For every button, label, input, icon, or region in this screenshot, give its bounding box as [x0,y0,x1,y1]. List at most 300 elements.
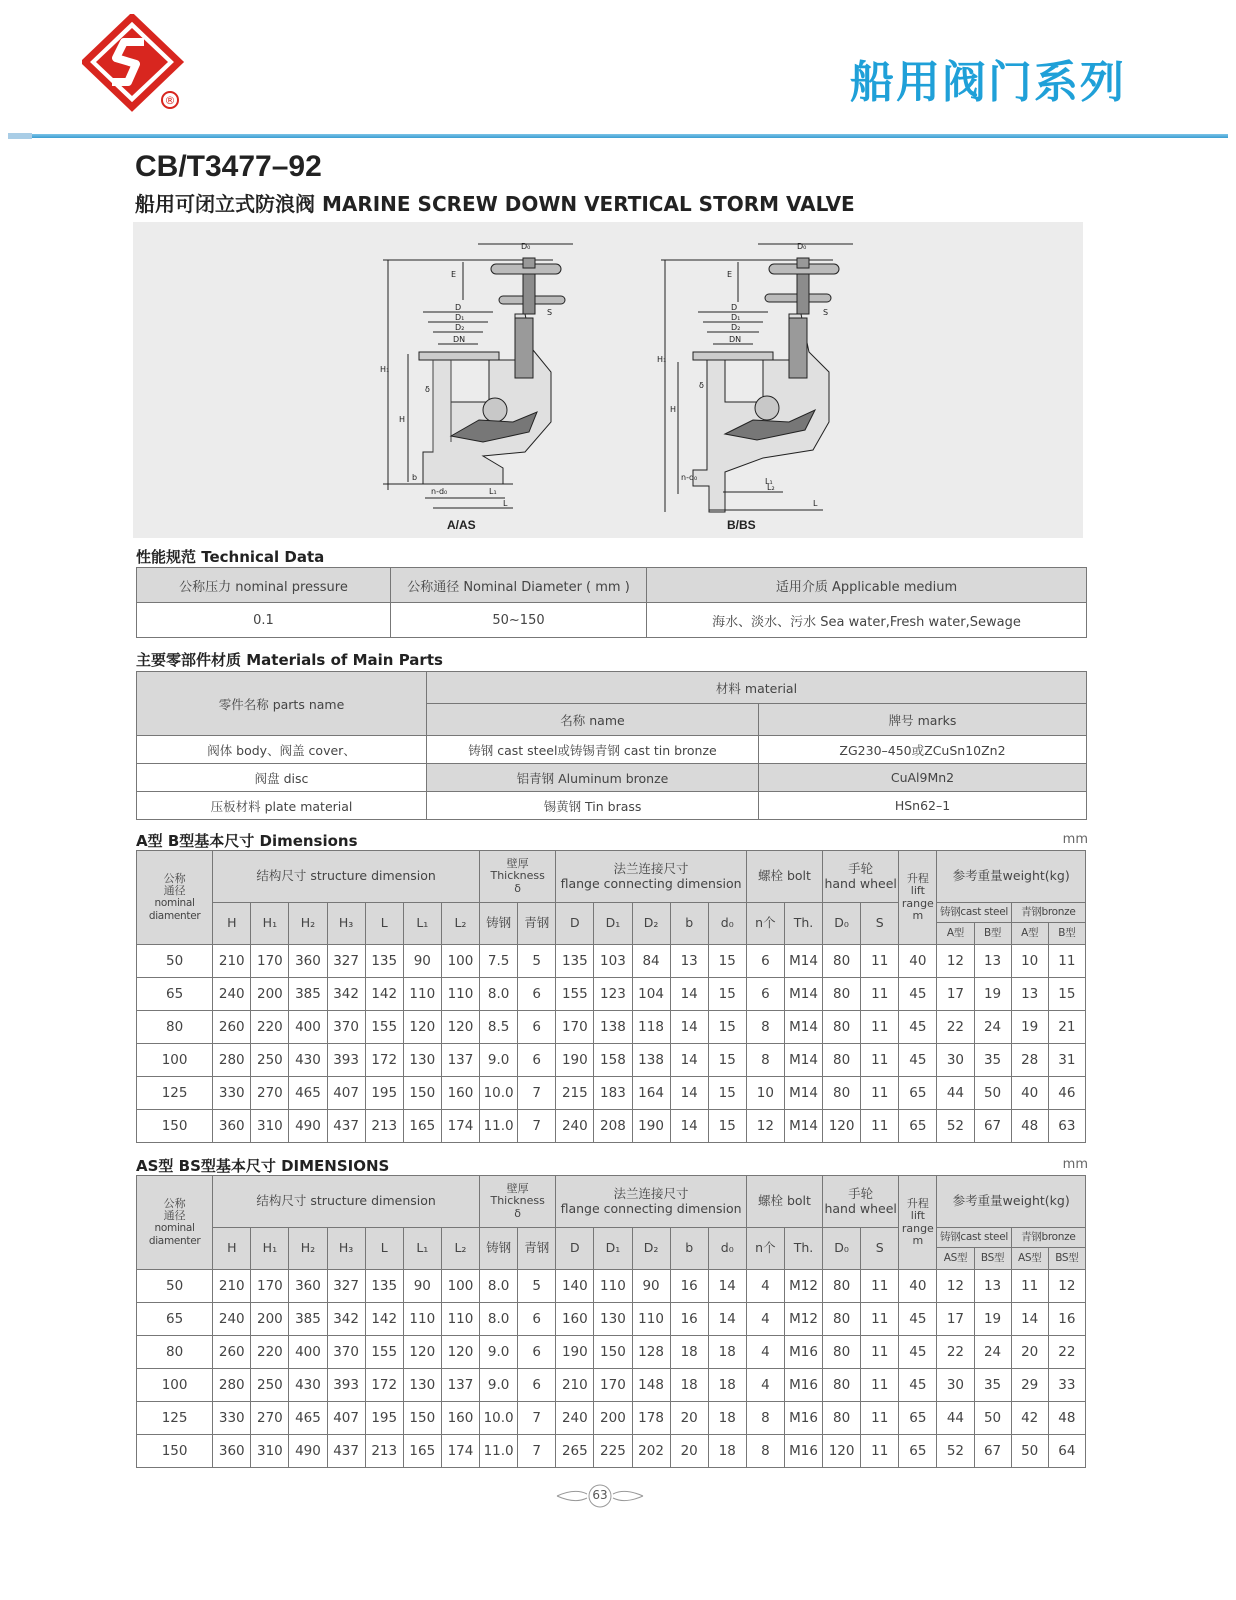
table-cell: 437 [327,1435,365,1468]
table-cell: 11 [861,1435,899,1468]
table-cell: 8.0 [480,1270,518,1303]
figure-caption-b: B/BS [727,518,756,532]
product-title: 船用可闭立式防浪阀 MARINE SCREW DOWN VERTICAL STORM VALVE [135,192,855,216]
table-cell: 327 [327,945,365,978]
label-h-b: H [670,405,677,414]
table-cell: 342 [327,978,365,1011]
label-dn-b: DN [729,335,742,344]
table-cell: 120 [403,1336,441,1369]
table-cell: 80 [823,1077,861,1110]
label-nd0-b: n-d₀ [681,473,698,482]
table-cell: 16 [1048,1303,1085,1336]
table-row [137,978,1086,1011]
table-cell: 210 [213,945,251,978]
table-cell: 45 [899,1369,937,1402]
hdr-col: D₂ [632,1228,670,1270]
table-cell: 190 [632,1110,670,1143]
table-cell: 6 [518,1044,556,1077]
table-cell: 80 [137,1336,213,1369]
table-cell: 4 [746,1369,784,1402]
label-d-a: D [455,303,462,312]
table-cell: 128 [632,1336,670,1369]
table-cell: 45 [899,978,937,1011]
table-cell: 11 [861,1044,899,1077]
table-cell: 125 [137,1402,213,1435]
table-cell: 155 [365,1336,403,1369]
table-cell: 327 [327,1270,365,1303]
table-cell: 80 [823,978,861,1011]
table-cell: 90 [403,1270,441,1303]
table-cell: 14 [670,1011,708,1044]
table-cell: 150 [403,1077,441,1110]
table-cell: 8 [746,1011,784,1044]
hdr-cast-steel: 铸钢cast steel [937,1228,1011,1248]
hdr-col: 铸钢 [480,903,518,945]
table-cell: M16 [784,1336,822,1369]
table-cell: 20 [670,1402,708,1435]
table-cell: 22 [937,1011,974,1044]
table-cell: 31 [1048,1044,1085,1077]
tech-header-pressure: 公称压力 nominal pressure [137,568,391,603]
materials-header-name: 名称 name [427,704,759,736]
table-cell: 240 [213,1303,251,1336]
hdr-flange: 法兰连接尺寸 flange connecting dimension [556,851,747,903]
table-cell: M16 [784,1402,822,1435]
label-d2-b: D₂ [731,323,741,332]
table-cell: 40 [1011,1077,1048,1110]
hdr-col: D₁ [594,903,632,945]
table-cell: 90 [632,1270,670,1303]
table-cell: 11 [861,1336,899,1369]
hdr-bronze: 青钢bronze [1011,1228,1085,1248]
tech-value-medium: 海水、淡水、污水 Sea water,Fresh water,Sewage [647,603,1087,638]
table-cell: 80 [823,1336,861,1369]
table-cell: 110 [594,1270,632,1303]
table-cell: 11 [861,1369,899,1402]
table-cell: M14 [784,1011,822,1044]
table-cell: 40 [899,945,937,978]
table-cell: M14 [784,1044,822,1077]
hdr-col: L₂ [441,903,479,945]
hdr-nominal: 公称 通径 nominal diamenter [137,851,213,945]
table-cell: 15 [708,1110,746,1143]
table-cell: 24 [974,1011,1011,1044]
material-name: 铝青钢 Aluminum bronze [427,764,759,792]
hdr-col: H₁ [251,1228,289,1270]
table-cell: 11 [861,1402,899,1435]
table-cell: 5 [518,1270,556,1303]
table-cell: 45 [899,1336,937,1369]
table-cell: 250 [251,1044,289,1077]
label-l2-b: L₂ [767,483,775,492]
table-cell: 155 [556,978,594,1011]
table-cell: 138 [632,1044,670,1077]
hdr-col: L₂ [441,1228,479,1270]
hdr-structure: 结构尺寸 structure dimension [213,1176,480,1228]
table-cell: 11 [861,1077,899,1110]
hdr-col: d₀ [708,1228,746,1270]
table-cell: 130 [403,1044,441,1077]
table-cell: 280 [213,1044,251,1077]
table-cell: 50 [1011,1435,1048,1468]
label-d2-a: D₂ [455,323,465,332]
table-cell: 400 [289,1011,327,1044]
table-cell: 195 [365,1077,403,1110]
table-cell: 6 [518,978,556,1011]
materials-table [136,671,1087,820]
label-d-b: D [731,303,738,312]
table-cell: 48 [1048,1402,1085,1435]
table-cell: 65 [137,978,213,1011]
table-cell: 30 [937,1369,974,1402]
table-cell: 110 [441,978,479,1011]
table-row [137,945,1086,978]
hdr-col: L₁ [403,903,441,945]
table-cell: 250 [251,1369,289,1402]
table-cell: 40 [899,1270,937,1303]
table-cell: 9.0 [480,1369,518,1402]
table-cell: 183 [594,1077,632,1110]
label-e-b: E [727,270,733,279]
table-cell: 150 [594,1336,632,1369]
table-cell: 35 [974,1369,1011,1402]
table-cell: 142 [365,1303,403,1336]
table-cell: M12 [784,1303,822,1336]
table-cell: 45 [899,1044,937,1077]
hdr-col: D₀ [823,1228,861,1270]
material-part: 阀体 body、阀盖 cover、 [137,736,427,764]
table-cell: 11 [861,1011,899,1044]
table-cell: 65 [137,1303,213,1336]
table-cell: 80 [823,1369,861,1402]
page-number [555,1484,645,1508]
tech-value-pressure: 0.1 [137,603,391,638]
material-name: 铸钢 cast steel或铸锡青钢 cast tin bronze [427,736,759,764]
table-row [137,1110,1086,1143]
table-cell: 265 [556,1435,594,1468]
hdr-weight-type: B型 [1048,923,1085,945]
table-cell: M14 [784,1077,822,1110]
hdr-flange: 法兰连接尺寸 flange connecting dimension [556,1176,747,1228]
table-cell: 385 [289,1303,327,1336]
table-cell: 80 [823,1402,861,1435]
table-cell: 150 [137,1110,213,1143]
table-cell: 24 [974,1336,1011,1369]
figure-caption-a: A/AS [447,518,476,532]
hdr-weight-type: BS型 [974,1248,1011,1270]
table-cell: 11 [861,1303,899,1336]
svg-text:®: ® [164,94,176,107]
label-e-a: E [451,270,457,279]
table-cell: 225 [594,1435,632,1468]
table-cell: 6 [518,1369,556,1402]
table-cell: 80 [823,1303,861,1336]
table-cell: 19 [1011,1011,1048,1044]
table-cell: 80 [137,1011,213,1044]
table-cell: 18 [708,1336,746,1369]
hdr-weight-type: B型 [974,923,1011,945]
table-cell: 120 [441,1011,479,1044]
table-cell: 20 [670,1435,708,1468]
material-marks: HSn62–1 [759,792,1087,820]
table-cell: 393 [327,1044,365,1077]
table-cell: 15 [708,1011,746,1044]
table-cell: 123 [594,978,632,1011]
table-cell: 11 [861,978,899,1011]
table-cell: 215 [556,1077,594,1110]
table-cell: 120 [441,1336,479,1369]
table-row [137,1369,1086,1402]
table-cell: 100 [137,1369,213,1402]
hdr-bolt: 螺栓 bolt [746,1176,822,1228]
table-cell: 270 [251,1402,289,1435]
hdr-col: D₀ [823,903,861,945]
table-cell: 342 [327,1303,365,1336]
table-cell: 67 [974,1435,1011,1468]
table-cell: 170 [594,1369,632,1402]
table-cell: 370 [327,1336,365,1369]
tech-header-diameter: 公称通径 Nominal Diameter ( mm ) [391,568,647,603]
table-cell: 208 [594,1110,632,1143]
table-cell: 160 [441,1077,479,1110]
hdr-structure: 结构尺寸 structure dimension [213,851,480,903]
table-cell: 160 [441,1402,479,1435]
table-cell: 164 [632,1077,670,1110]
table-row [137,1402,1086,1435]
header-divider [8,134,1228,138]
table-cell: M14 [784,978,822,1011]
table-cell: 18 [670,1369,708,1402]
table-cell: 15 [708,1077,746,1110]
hdr-col: H₂ [289,903,327,945]
table-cell: 150 [403,1402,441,1435]
table-cell: 6 [518,1336,556,1369]
dims-asbs-table [136,1175,1086,1468]
material-part: 阀盘 disc [137,764,427,792]
table-cell: 10.0 [480,1402,518,1435]
table-cell: 45 [899,1303,937,1336]
table-cell: M16 [784,1369,822,1402]
hdr-col: L₁ [403,1228,441,1270]
table-cell: 120 [823,1110,861,1143]
hdr-col: L [365,903,403,945]
table-cell: 65 [899,1435,937,1468]
table-cell: 407 [327,1077,365,1110]
table-cell: 165 [403,1110,441,1143]
table-cell: 170 [251,1270,289,1303]
table-cell: 360 [213,1110,251,1143]
table-cell: 490 [289,1435,327,1468]
table-cell: 13 [1011,978,1048,1011]
table-cell: 220 [251,1011,289,1044]
table-cell: 44 [937,1077,974,1110]
hdr-col: S [861,1228,899,1270]
hdr-col: H [213,1228,251,1270]
table-cell: M14 [784,945,822,978]
table-row [137,1270,1086,1303]
hdr-col: Th. [784,903,822,945]
label-d1-b: D₁ [731,313,741,322]
table-cell: 14 [1011,1303,1048,1336]
table-cell: 110 [441,1303,479,1336]
material-marks: ZG230–450或ZCuSn10Zn2 [759,736,1087,764]
label-s-a: S [547,308,553,317]
table-cell: 174 [441,1110,479,1143]
table-cell: 19 [974,1303,1011,1336]
hdr-col: D [556,1228,594,1270]
table-cell: 6 [518,1011,556,1044]
table-cell: 11 [1011,1270,1048,1303]
table-cell: 15 [708,978,746,1011]
table-cell: 120 [823,1435,861,1468]
table-cell: 165 [403,1435,441,1468]
table-row [137,1044,1086,1077]
label-s-b: S [823,308,829,317]
table-cell: 13 [974,1270,1011,1303]
table-cell: 16 [670,1270,708,1303]
table-cell: 15 [708,1044,746,1077]
table-cell: 10 [1011,945,1048,978]
table-cell: 50 [137,945,213,978]
table-cell: 172 [365,1369,403,1402]
hdr-weight: 参考重量weight(kg) [937,851,1086,903]
table-cell: 260 [213,1011,251,1044]
label-delta-b: δ [699,381,704,390]
table-cell: 15 [708,945,746,978]
page-number-text: 63 [592,1488,608,1502]
tech-data-title: 性能规范 Technical Data [136,548,325,566]
valve-drawing-a [383,244,573,508]
table-cell: 360 [289,945,327,978]
table-cell: 48 [1011,1110,1048,1143]
label-h1-a: H₁ [380,365,390,374]
table-cell: 7 [518,1402,556,1435]
hdr-col: D₁ [594,1228,632,1270]
hdr-col: 铸钢 [480,1228,518,1270]
table-cell: 437 [327,1110,365,1143]
table-cell: 11 [1048,945,1085,978]
table-cell: 14 [670,1044,708,1077]
table-cell: 19 [974,978,1011,1011]
table-cell: 50 [137,1270,213,1303]
tech-data-table [136,567,1087,638]
table-cell: 110 [632,1303,670,1336]
table-cell: 430 [289,1369,327,1402]
table-cell: 67 [974,1110,1011,1143]
table-cell: 33 [1048,1369,1085,1402]
table-cell: 13 [974,945,1011,978]
hdr-weight-type: AS型 [1011,1248,1048,1270]
table-cell: 104 [632,978,670,1011]
hdr-col: S [861,903,899,945]
hdr-col: b [670,1228,708,1270]
table-cell: 80 [823,1044,861,1077]
table-cell: 28 [1011,1044,1048,1077]
table-cell: 213 [365,1435,403,1468]
table-cell: 10 [746,1077,784,1110]
table-cell: 4 [746,1303,784,1336]
table-cell: 65 [899,1110,937,1143]
table-cell: 400 [289,1336,327,1369]
hdr-wheel: 手轮 hand wheel [823,1176,899,1228]
table-cell: 9.0 [480,1336,518,1369]
materials-header-part: 零件名称 parts name [137,672,427,736]
table-row [137,1336,1086,1369]
label-h1-b: H₁ [657,355,667,364]
table-cell: 8 [746,1044,784,1077]
table-cell: 18 [708,1369,746,1402]
table-cell: 213 [365,1110,403,1143]
table-cell: 80 [823,945,861,978]
table-cell: 178 [632,1402,670,1435]
table-cell: 385 [289,978,327,1011]
hdr-wheel: 手轮 hand wheel [823,851,899,903]
dims-ab-unit: mm [1062,832,1088,847]
table-cell: 22 [937,1336,974,1369]
table-cell: 8.5 [480,1011,518,1044]
hdr-cast-steel: 铸钢cast steel [937,903,1011,923]
label-l1-a: L₁ [489,487,497,496]
table-cell: 202 [632,1435,670,1468]
label-l-b: L [813,499,818,508]
tech-header-medium: 适用介质 Applicable medium [647,568,1087,603]
label-delta-a: δ [425,385,430,394]
table-cell: 118 [632,1011,670,1044]
table-cell: 393 [327,1369,365,1402]
hdr-lift: 升程 lift range m [899,851,937,945]
hdr-weight-type: A型 [937,923,974,945]
table-cell: 210 [556,1369,594,1402]
label-d1-a: D₁ [455,313,465,322]
table-cell: 6 [746,978,784,1011]
table-cell: 310 [251,1110,289,1143]
table-cell: 103 [594,945,632,978]
table-cell: 29 [1011,1369,1048,1402]
table-cell: 135 [556,945,594,978]
hdr-col: D [556,903,594,945]
table-cell: 65 [899,1077,937,1110]
table-cell: 18 [708,1402,746,1435]
table-cell: 135 [365,945,403,978]
table-row [137,1435,1086,1468]
table-cell: M16 [784,1435,822,1468]
tech-value-diameter: 50~150 [391,603,647,638]
table-cell: 360 [213,1435,251,1468]
hdr-bolt: 螺栓 bolt [746,851,822,903]
table-cell: 64 [1048,1435,1085,1468]
table-cell: 240 [213,978,251,1011]
table-cell: 100 [137,1044,213,1077]
hdr-weight-type: BS型 [1048,1248,1085,1270]
label-l1-b: L₁ [765,477,773,486]
table-row [137,1077,1086,1110]
table-row [137,1011,1086,1044]
table-cell: 63 [1048,1110,1085,1143]
table-cell: 52 [937,1435,974,1468]
table-cell: 310 [251,1435,289,1468]
table-cell: 360 [289,1270,327,1303]
table-cell: 125 [137,1077,213,1110]
table-cell: 50 [974,1402,1011,1435]
hdr-col: 青钢 [518,903,556,945]
table-cell: 490 [289,1110,327,1143]
table-cell: 130 [594,1303,632,1336]
materials-header-marks: 牌号 marks [759,704,1087,736]
hdr-col: H₃ [327,903,365,945]
dims-ab-title: A型 B型基本尺寸 Dimensions [136,832,358,850]
table-cell: 16 [670,1303,708,1336]
valve-drawing-b [661,244,853,512]
